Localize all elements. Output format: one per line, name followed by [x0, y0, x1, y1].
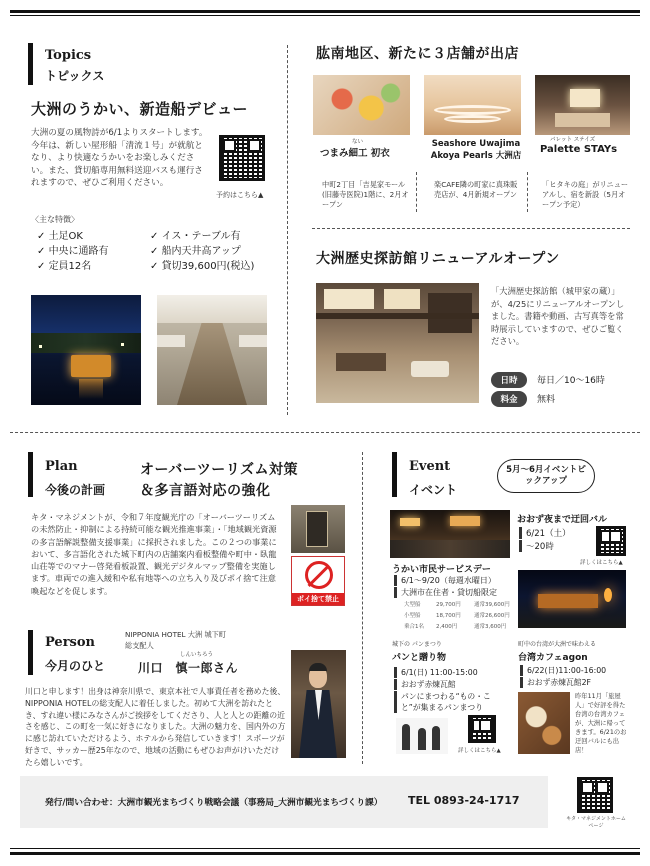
- lower-divider: [362, 452, 363, 764]
- ukai-price-1-price: 29,700円: [436, 602, 461, 608]
- event-pickup-text: 5月〜6月イベントピックアップ: [506, 465, 586, 486]
- topics-qr-caption: 予約はこちら▲: [216, 191, 264, 199]
- museum-body: 「大洲歴史探訪館（城甲家の蔵）」が、4/25にリニューアルオープンしました。書籍や動画、古写真等を常時展示していますので、ぜひご覧ください。: [491, 286, 625, 346]
- event-bread-kicker: 城下の パンまつり: [392, 641, 442, 648]
- person-body: 川口と申します！出身は神奈川県で、東京本社で人事責任者を務めた後、NIPPONIA HOTELの総支配人に着任しました。初めて大洲を訪れたとき、すれ違い様にみなさんがご挨拶をしてくださり、人と人との距離の近さを感じ、この町を一気に好きになりました。大洲の魅力を、国内外の方に感じ訪れていただけるよう、ホテルから発信していきます！スポーツが好きで、サッカー歴25年なので、地域の活動にもぜひお声がけいただけたら嬉しいです。: [25, 687, 286, 767]
- event-ukai-line2: [394, 587, 497, 598]
- ukai-price-3-price: 2,400円: [436, 624, 458, 630]
- museum-fee-label: 料金: [491, 391, 527, 407]
- topics-heading-en: Topics: [45, 48, 92, 63]
- event-taiwan-line1: [520, 665, 606, 676]
- new-shops-headline: 肱南地区、新たに３店舗が出店: [316, 46, 519, 62]
- ukai-price-1-type: 大型船: [404, 602, 421, 608]
- event-bar-time: [519, 540, 554, 552]
- person-bar: [28, 630, 33, 675]
- event-bread-line3-text: パンにまつわる“もの・こと”が集まるパンまつり: [401, 692, 491, 712]
- event-taiwan-line2: [520, 677, 591, 688]
- event-taiwan-title: 台湾カフェagon: [518, 653, 588, 663]
- event-ukai-line2-text: 大洲市在住者・貸切船限定: [401, 588, 497, 597]
- event-bar-date-text: 6/21（土）: [526, 529, 571, 539]
- shop3-ruby: パレット ステイズ: [550, 137, 596, 143]
- footer-qr-code[interactable]: [577, 777, 613, 813]
- person-name: 川口 慎一郎さん: [138, 661, 239, 675]
- shop2-desc: 楽CAFE隣の町家に真珠販売店が、4月新規オープン: [434, 180, 518, 199]
- plan-heading-en: Plan: [45, 459, 78, 474]
- shop3-desc: 「ヒタキの庭」がリニューアルし、宿を新設（5月オープン予定）: [542, 180, 629, 209]
- event-bread-qr-code[interactable]: [468, 715, 496, 743]
- footer-text: 発行/問い合わせ：大洲市観光まちづくり戦略会議（事務局_大洲市観光まちづくり課）: [45, 798, 383, 808]
- feature-5-text: 定員12名: [48, 261, 92, 272]
- topics-body: 大洲の夏の風物詩が6/1よりスタートします。今年は、新しい屋形船「清流１号」が就航となり、より快適なうかいをお楽しみください。また、貸切船専用無料送迎バスも運行されますので、ぜひご利用ください。: [31, 128, 208, 188]
- shop1-ruby: ない: [352, 139, 364, 145]
- night-boat-photo: [31, 295, 141, 405]
- person-heading-en: Person: [45, 635, 95, 650]
- event-bread-illustration: [396, 718, 448, 754]
- event-bar-title: おおず夜まで迂回バル: [517, 515, 608, 525]
- feature-4-text: 船内天井高アップ: [161, 246, 241, 257]
- bottom-rule: [10, 848, 640, 849]
- event-bread-line1-text: 6/1(日) 11:00-15:00: [401, 668, 478, 677]
- museum-hours-label: 日時: [491, 372, 527, 388]
- event-heading-en: Event: [409, 459, 451, 474]
- shop1-desc: 中町2丁目「吉晃家モール(旧藤寺医院)1階に、2月オープン: [322, 180, 409, 209]
- feature-6-text: 貸切39,600円(税込): [161, 261, 255, 272]
- event-night-bar-photo: [390, 510, 510, 558]
- ukai-price-row-3: [404, 622, 506, 630]
- event-taiwan-line1-text: 6/22(日)11:00-16:00: [527, 666, 607, 675]
- event-ukai-photo: [518, 570, 626, 628]
- museum-hours-value: 毎日／10〜16時: [537, 376, 605, 386]
- shops-museum-divider: [312, 228, 630, 229]
- event-heading-jp: イベント: [409, 483, 458, 497]
- event-bread-title: パンと贈り物: [392, 653, 447, 663]
- topics-bar: [28, 43, 33, 85]
- plan-headline-1: オーバーツーリズム対策: [140, 462, 298, 478]
- feature-1: ✓ 土足OK: [37, 231, 83, 242]
- shop2-photo: [424, 75, 521, 135]
- shop-divider-1: [416, 172, 417, 212]
- event-bread-qr-caption: 詳しくはこちら▲: [458, 748, 501, 754]
- top-rule-2: [10, 15, 640, 16]
- person-role: 総支配人: [125, 641, 154, 650]
- plan-bar: [28, 452, 33, 497]
- person-portrait: [291, 650, 346, 758]
- ukai-price-row-1: [404, 600, 510, 608]
- bottom-rule-2: [10, 852, 640, 855]
- feature-2-text: イス・テーブル有: [161, 231, 241, 242]
- topics-heading-jp: トピックス: [45, 69, 105, 83]
- footer-qr-caption: キタ・マネジメントホームページ: [566, 816, 626, 829]
- shop3-name: Palette STAYs: [540, 144, 618, 155]
- features-title: 〈主な特徴〉: [31, 215, 79, 224]
- ukai-price-3-type: 乗合1名: [404, 624, 424, 630]
- feature-2: ✓ イス・テーブル有: [150, 231, 241, 242]
- event-taiwan-photo: [518, 692, 570, 754]
- shop-divider-2: [527, 172, 528, 212]
- event-ukai-line1: [394, 575, 496, 586]
- person-ruby: しんいちろう: [180, 652, 214, 658]
- feature-3-text: 中央に通路有: [48, 246, 109, 257]
- ukai-price-2-price: 18,700円: [436, 613, 461, 619]
- event-taiwan-kicker: 町中の台湾が大洲で味わえる: [518, 641, 597, 648]
- middle-divider: [10, 432, 640, 433]
- ukai-price-2-type: 小型船: [404, 613, 421, 619]
- ukai-price-row-2: [404, 611, 510, 619]
- event-ukai-title: うかい市民サービスデー: [392, 565, 491, 575]
- feature-6: ✓ 貸切39,600円(税込): [150, 261, 255, 272]
- upper-divider: [287, 45, 288, 415]
- event-taiwan-note: 昨年11月「旅屋人」で好評を得た台湾の台湾カフェが、大洲に帰ってきます。6/21のお迂回バルにも出店！: [575, 693, 627, 754]
- event-bar-date: [519, 527, 571, 539]
- ukai-price-3-normal: 通常3,600円: [474, 624, 507, 630]
- event-bread-line3: [394, 691, 504, 713]
- person-heading-jp: 今月のひと: [45, 659, 106, 673]
- ukai-price-1-normal: 通常39,600円: [474, 602, 510, 608]
- plan-heading-jp: 今後の計画: [45, 483, 106, 497]
- top-rule: [10, 10, 640, 13]
- event-bar-qr-caption: 詳しくはこちら▲: [580, 560, 623, 566]
- no-littering-sign: [291, 556, 345, 606]
- no-littering-text: ポイ捨て禁止: [292, 593, 344, 605]
- event-ukai-line1-text: 6/1〜9/20（毎週水曜日）: [401, 576, 496, 585]
- boat-interior-photo: [157, 295, 267, 405]
- feature-5: ✓ 定員12名: [37, 261, 92, 272]
- shop1-name: つまみ細工 初衣: [320, 148, 390, 159]
- feature-1-text: 土足OK: [48, 231, 83, 242]
- event-bar-time-text: 〜20時: [526, 542, 554, 552]
- ukai-price-2-normal: 通常26,600円: [474, 613, 510, 619]
- plan-headline-2: ＆多言語対応の強化: [140, 483, 271, 499]
- event-bar-qr-code[interactable]: [596, 526, 626, 556]
- plan-signboard-photo: [291, 505, 345, 553]
- event-bread-line2: [394, 679, 456, 690]
- feature-4: ✓ 船内天井高アップ: [150, 246, 241, 257]
- event-bread-line1: [394, 667, 478, 678]
- event-bread-line2-text: おおず赤煉瓦館: [401, 680, 456, 689]
- museum-fee-value: 無料: [537, 395, 556, 405]
- topics-headline: 大洲のうかい、新造船デビュー: [31, 100, 249, 118]
- event-taiwan-line2-text: おおず赤煉瓦館2F: [527, 678, 592, 687]
- shop3-photo: [535, 75, 630, 135]
- museum-headline: 大洲歴史探訪館リニューアルオープン: [316, 251, 560, 267]
- topics-qr-code[interactable]: [219, 135, 265, 181]
- event-bar: [392, 452, 397, 497]
- feature-3: ✓ 中央に通路有: [37, 246, 109, 257]
- event-pickup-bubble: [497, 459, 595, 493]
- museum-photo: [316, 283, 479, 403]
- shop2-name: Seashore Uwajima Akoya Pearls 大洲店: [430, 139, 522, 161]
- person-org: NIPPONIA HOTEL 大洲 城下町: [125, 630, 227, 639]
- plan-body: キタ・マネジメントが、令和７年度観光庁の「オーバーツーリズムの未然防止・抑制による持続可能な観光推進事業」・「地域観光資源の多言語解説整備支援事業」に採択されました。この２つの事業において、多言語化された城下町内の店舗案内看板整備や町中・臥龍山荘等でのマナー啓発看板設置、観光デジタルマップ整備を実施します。車両での進入緩和や私有地等への立ち入り及びポイ捨て注意喚起などを促します。: [31, 512, 277, 596]
- footer-tel[interactable]: TEL 0893-24-1717: [408, 794, 520, 807]
- shop1-photo: [313, 75, 410, 135]
